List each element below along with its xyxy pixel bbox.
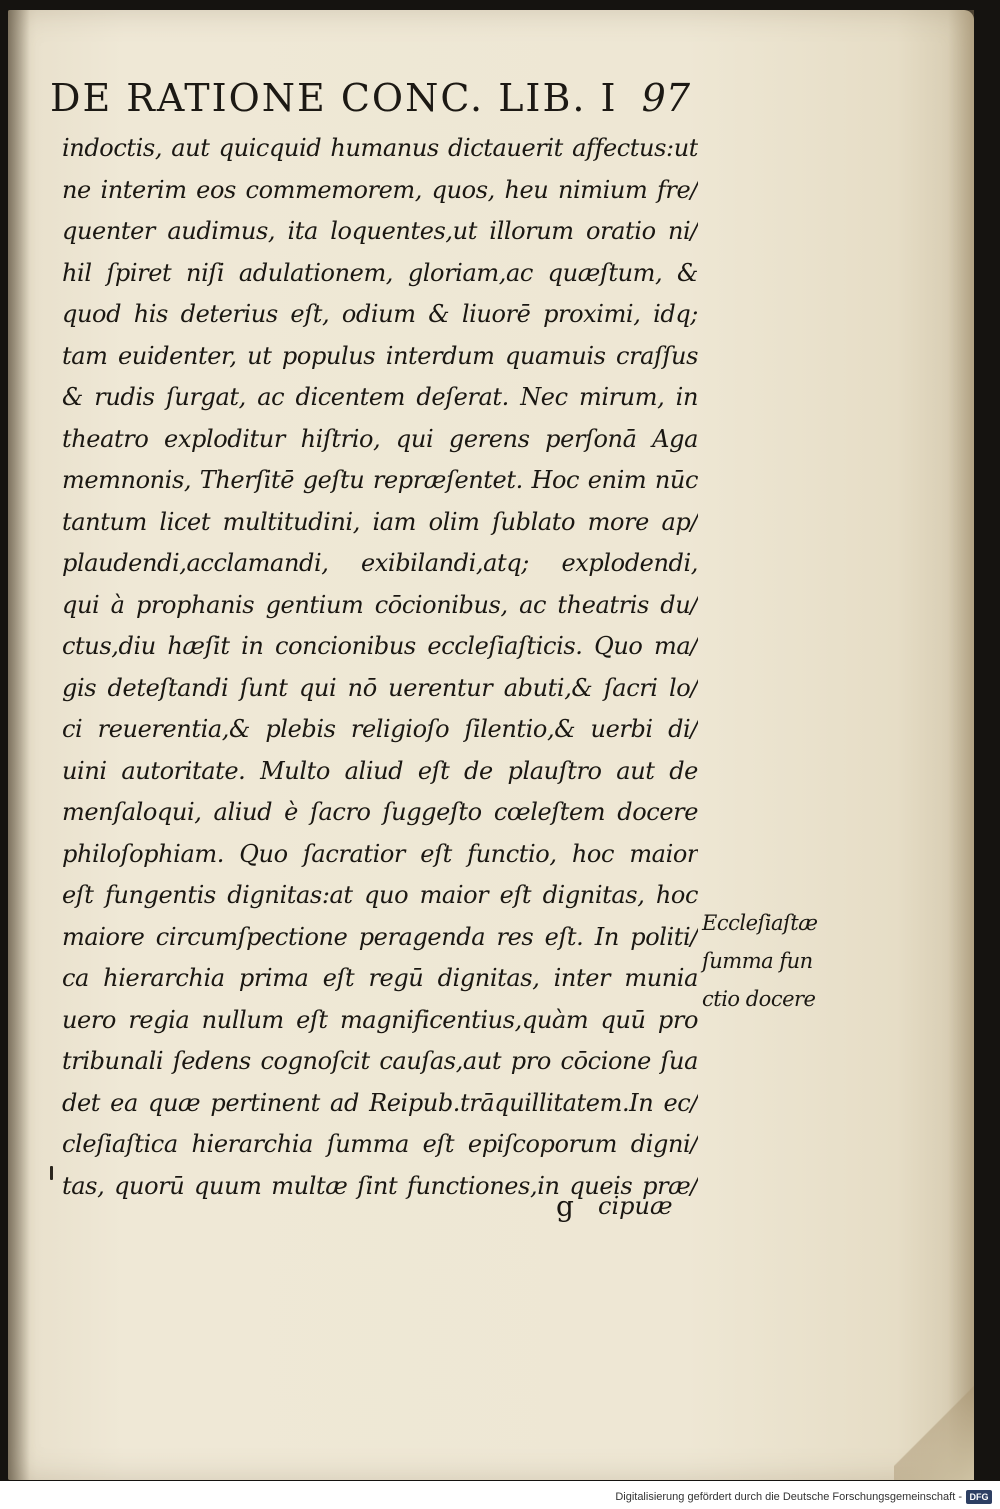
text-line: & rudis ſurgat, ac dicentem deſerat. Nec mirum, in <box>62 383 698 411</box>
folio-number: 97 <box>641 76 690 120</box>
text-line: tantum licet multitudini, iam olim ſublato more ap/ <box>62 507 698 536</box>
text-line: tribunali ſedens cognoſcit cauſas,aut pro cōcione ſua <box>62 1047 698 1075</box>
text-line: eſt fungentis dignitas:at quo maior eſt dignitas, hoc <box>62 881 698 909</box>
text-line: theatro exploditur hiſtrio, qui gerens perſonā Aga <box>62 424 698 453</box>
running-head <box>50 72 690 126</box>
text-line: uero regia nullum eſt magnificentius,quàm quū pro <box>62 1005 698 1034</box>
text-line: uini autoritate. Multo aliud eſt de plauſtro aut de <box>62 756 698 785</box>
funding-credit: Digitalisierung gefördert durch die Deutsche Forschungsgemeinschaft - <box>615 1491 962 1503</box>
text-line: plaudendi,acclamandi, exibilandi,atq; explodendi, <box>62 549 698 577</box>
text-line: philoſophiam. Quo ſacratior eſt functio, hoc maior <box>62 839 698 868</box>
marginal-note-line: Eccleſiaſtæ <box>702 911 818 935</box>
dfg-logo: DFG <box>966 1490 992 1504</box>
ink-speck <box>50 1166 53 1180</box>
text-line: tam euidenter, ut populus interdum quamuis craſſus <box>62 341 698 370</box>
text-line: maiore circumſpectione peragenda res eſt. In politi/ <box>62 922 698 951</box>
text-line: quenter audimus, ita loquentes,ut illorum oratio ni/ <box>62 217 698 245</box>
text-line: cleſiaſtica hierarchia ſumma eſt epiſcoporum digni/ <box>62 1130 698 1158</box>
main-text-block <box>62 128 698 1207</box>
text-line: gis deteſtandi ſunt qui nō uerentur abuti,& ſacri lo/ <box>62 673 698 702</box>
catchword: cipuæ <box>598 1192 673 1220</box>
text-line: indoctis, aut quicquid humanus dictauerit affectus:ut <box>62 134 698 162</box>
text-line: tas, quorū quum multæ ſint functiones,in queis præ/ <box>62 1171 698 1200</box>
footer-bar <box>0 1481 1000 1509</box>
running-title: DE RATIONE CONC. LIB. I <box>50 76 618 120</box>
signature-mark: g <box>556 1190 574 1223</box>
text-line: menſaloqui, aliud è ſacro ſuggeſto cœleſtem docere <box>62 798 698 826</box>
text-line: ctus,diu hæſit in concionibus eccleſiaſticis. Quo ma/ <box>62 632 698 660</box>
page-edge-shadow <box>948 10 974 1480</box>
text-line: hil ſpiret niſi adulationem, gloriam,ac quæſtum, & <box>62 258 698 287</box>
text-line: memnonis, Therſitē geſtu repræſentet. Hoc enim nūc <box>62 466 698 494</box>
text-line: ci reuerentia,& plebis religioſo ſilentio,& uerbi di/ <box>62 715 698 743</box>
marginal-note-line: ſumma fun <box>702 949 813 973</box>
text-line: quod his deterius eſt, odium & liuorē proximi, idq; <box>62 300 698 328</box>
text-line: ne interim eos commemorem, quos, heu nimium fre/ <box>62 175 698 204</box>
text-line: det ea quæ pertinent ad Reipub.trāquillitatem.In ec/ <box>62 1088 698 1117</box>
page-spine-shadow <box>8 10 30 1480</box>
marginal-note <box>702 904 832 1018</box>
text-line: qui à prophanis gentium cōcionibus, ac theatris du/ <box>62 590 698 619</box>
text-line: ca hierarchia prima eſt regū dignitas, inter munia <box>62 964 698 992</box>
marginal-note-line: ctio docere <box>702 987 816 1011</box>
page-corner-fold <box>894 1370 974 1480</box>
